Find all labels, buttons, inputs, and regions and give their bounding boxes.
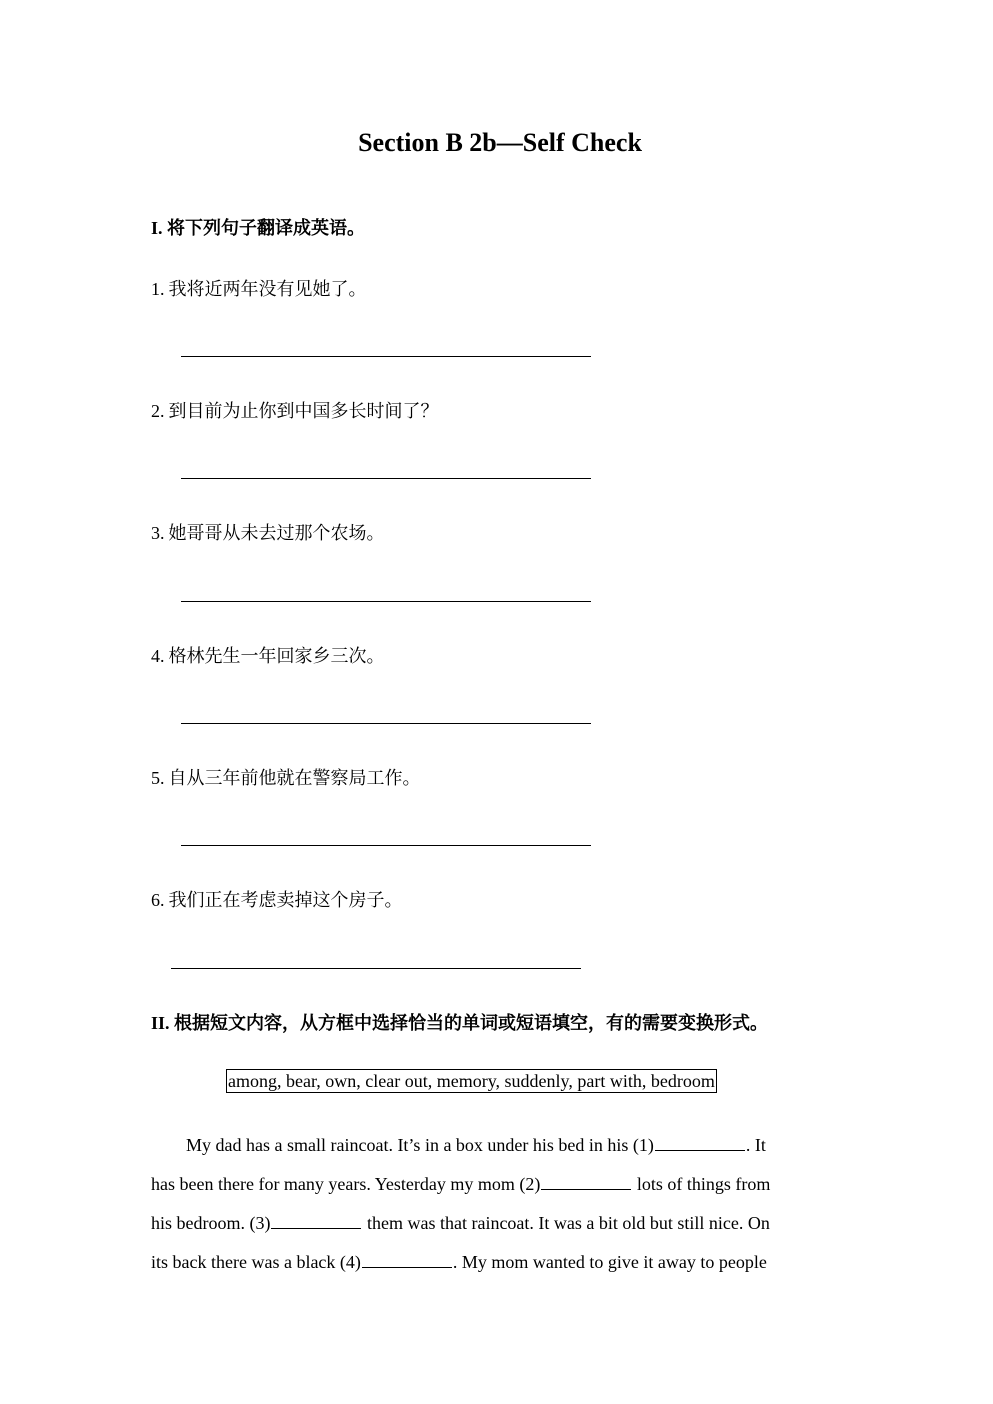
section-2-heading: II. 根据短文内容，从方框中选择恰当的单词或短语填空，有的需要变换形式。 [151, 1013, 769, 1033]
reading-passage [151, 1126, 841, 1282]
passage-text: My dad has a small raincoat. It’s in a box under his bed in his (1) [186, 1135, 654, 1155]
answer-line-1[interactable] [181, 356, 591, 357]
blank-4[interactable] [362, 1251, 452, 1268]
passage-text: them was that raincoat. It was a bit old but still nice. On [362, 1213, 770, 1233]
passage-line [151, 1204, 841, 1243]
question-text: 到目前为止你到中国多长时间了？ [168, 401, 439, 421]
question-3 [151, 519, 385, 545]
question-number: 6. [151, 890, 165, 910]
answer-line-3[interactable] [181, 601, 591, 602]
passage-text: its back there was a black (4) [151, 1252, 361, 1272]
question-number: 1. [151, 279, 165, 299]
passage-text: . It [745, 1135, 766, 1155]
question-text: 她哥哥从未去过那个农场。 [168, 523, 385, 543]
question-number: 5. [151, 768, 165, 788]
question-2 [151, 397, 439, 423]
question-1 [151, 275, 367, 301]
blank-3[interactable] [271, 1212, 361, 1229]
question-text: 自从三年前他就在警察局工作。 [168, 768, 421, 788]
passage-text: . My mom wanted to give it away to people [452, 1252, 767, 1272]
question-number: 3. [151, 523, 165, 543]
page-title: Section B 2b—Self Check [358, 128, 642, 157]
question-number: 4. [151, 646, 165, 666]
passage-text: has been there for many years. Yesterday my mom (2) [151, 1174, 541, 1194]
answer-line-4[interactable] [181, 723, 591, 724]
question-number: 2. [151, 401, 165, 421]
question-text: 我们正在考虑卖掉这个房子。 [168, 890, 403, 910]
question-4 [151, 642, 385, 668]
question-text: 格林先生一年回家乡三次。 [168, 646, 385, 666]
passage-line [151, 1165, 841, 1204]
section-1-heading: I. 将下列句子翻译成英语。 [151, 218, 366, 238]
passage-line [151, 1126, 841, 1165]
passage-text: his bedroom. (3) [151, 1213, 271, 1233]
blank-1[interactable] [655, 1134, 745, 1151]
question-text: 我将近两年没有见她了。 [168, 279, 367, 299]
question-5 [151, 764, 421, 790]
blank-2[interactable] [541, 1173, 631, 1190]
answer-line-6[interactable] [171, 968, 581, 969]
question-6 [151, 886, 403, 912]
passage-line [151, 1243, 841, 1282]
answer-line-2[interactable] [181, 478, 591, 479]
answer-line-5[interactable] [181, 845, 591, 846]
passage-text: lots of things from [632, 1174, 771, 1194]
word-bank-box: among, bear, own, clear out, memory, suddenly, part with, bedroom [228, 1071, 715, 1091]
